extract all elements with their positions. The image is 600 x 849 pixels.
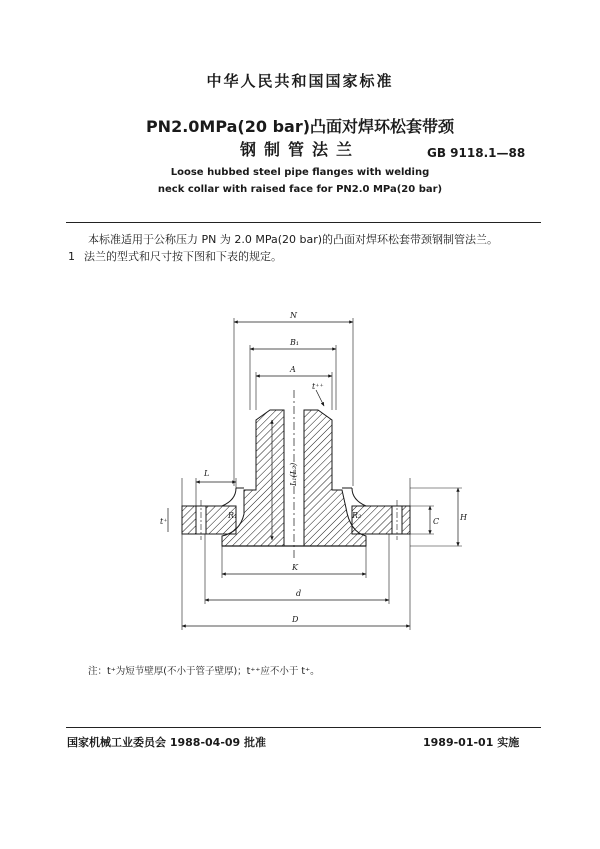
standard-organization: 中华人民共和国国家标准 — [206, 72, 394, 90]
effective-date: 1989-01-01 实施 — [423, 736, 520, 749]
standard-code: GB 9118.1—88 — [427, 146, 526, 160]
dim-label-t: t⁺ — [160, 517, 168, 526]
dim-label-B1: B₁ — [290, 338, 300, 347]
dim-label-K: K — [292, 563, 298, 572]
dim-label-d: d — [296, 589, 302, 598]
dim-label-D: D — [292, 615, 299, 624]
dim-label-H: H — [460, 513, 467, 522]
dim-label-L: L — [204, 469, 210, 478]
footer-rule — [66, 727, 541, 728]
dim-label-C: C — [433, 517, 440, 526]
title-english-line2: neck collar with raised face for PN2.0 MPa(20 bar) — [157, 184, 443, 195]
title-english-line1: Loose hubbed steel pipe flanges with welding — [170, 167, 430, 178]
approval-info: 国家机械工业委员会 1988-04-09 批准 — [67, 736, 267, 749]
dim-label-R1: R₁ — [228, 511, 238, 520]
dim-label-N: N — [290, 311, 297, 320]
dim-label-L1-L2: L₁(L₂) — [289, 462, 298, 486]
drawing-note: 注：t⁺为短节壁厚(不小于管子壁厚)；t⁺⁺应不小于 t⁺。 — [88, 666, 320, 677]
title-chinese-line1: PN2.0MPa(20 bar)凸面对焊环松套带颈 — [145, 117, 455, 136]
scope-paragraph: 本标准适用于公称压力 PN 为 2.0 MPa(20 bar)的凸面对焊环松套带颈钢制管法兰。 — [88, 233, 499, 246]
dim-label-R2: R₂ — [352, 511, 362, 520]
dim-label-t-double: t⁺⁺ — [312, 382, 324, 391]
title-chinese-line2: 钢制管法兰 — [239, 140, 360, 159]
section-number: 1 — [68, 250, 75, 263]
section-text: 法兰的型式和尺寸按下图和下表的规定。 — [84, 250, 282, 263]
dim-label-A: A — [290, 365, 296, 374]
